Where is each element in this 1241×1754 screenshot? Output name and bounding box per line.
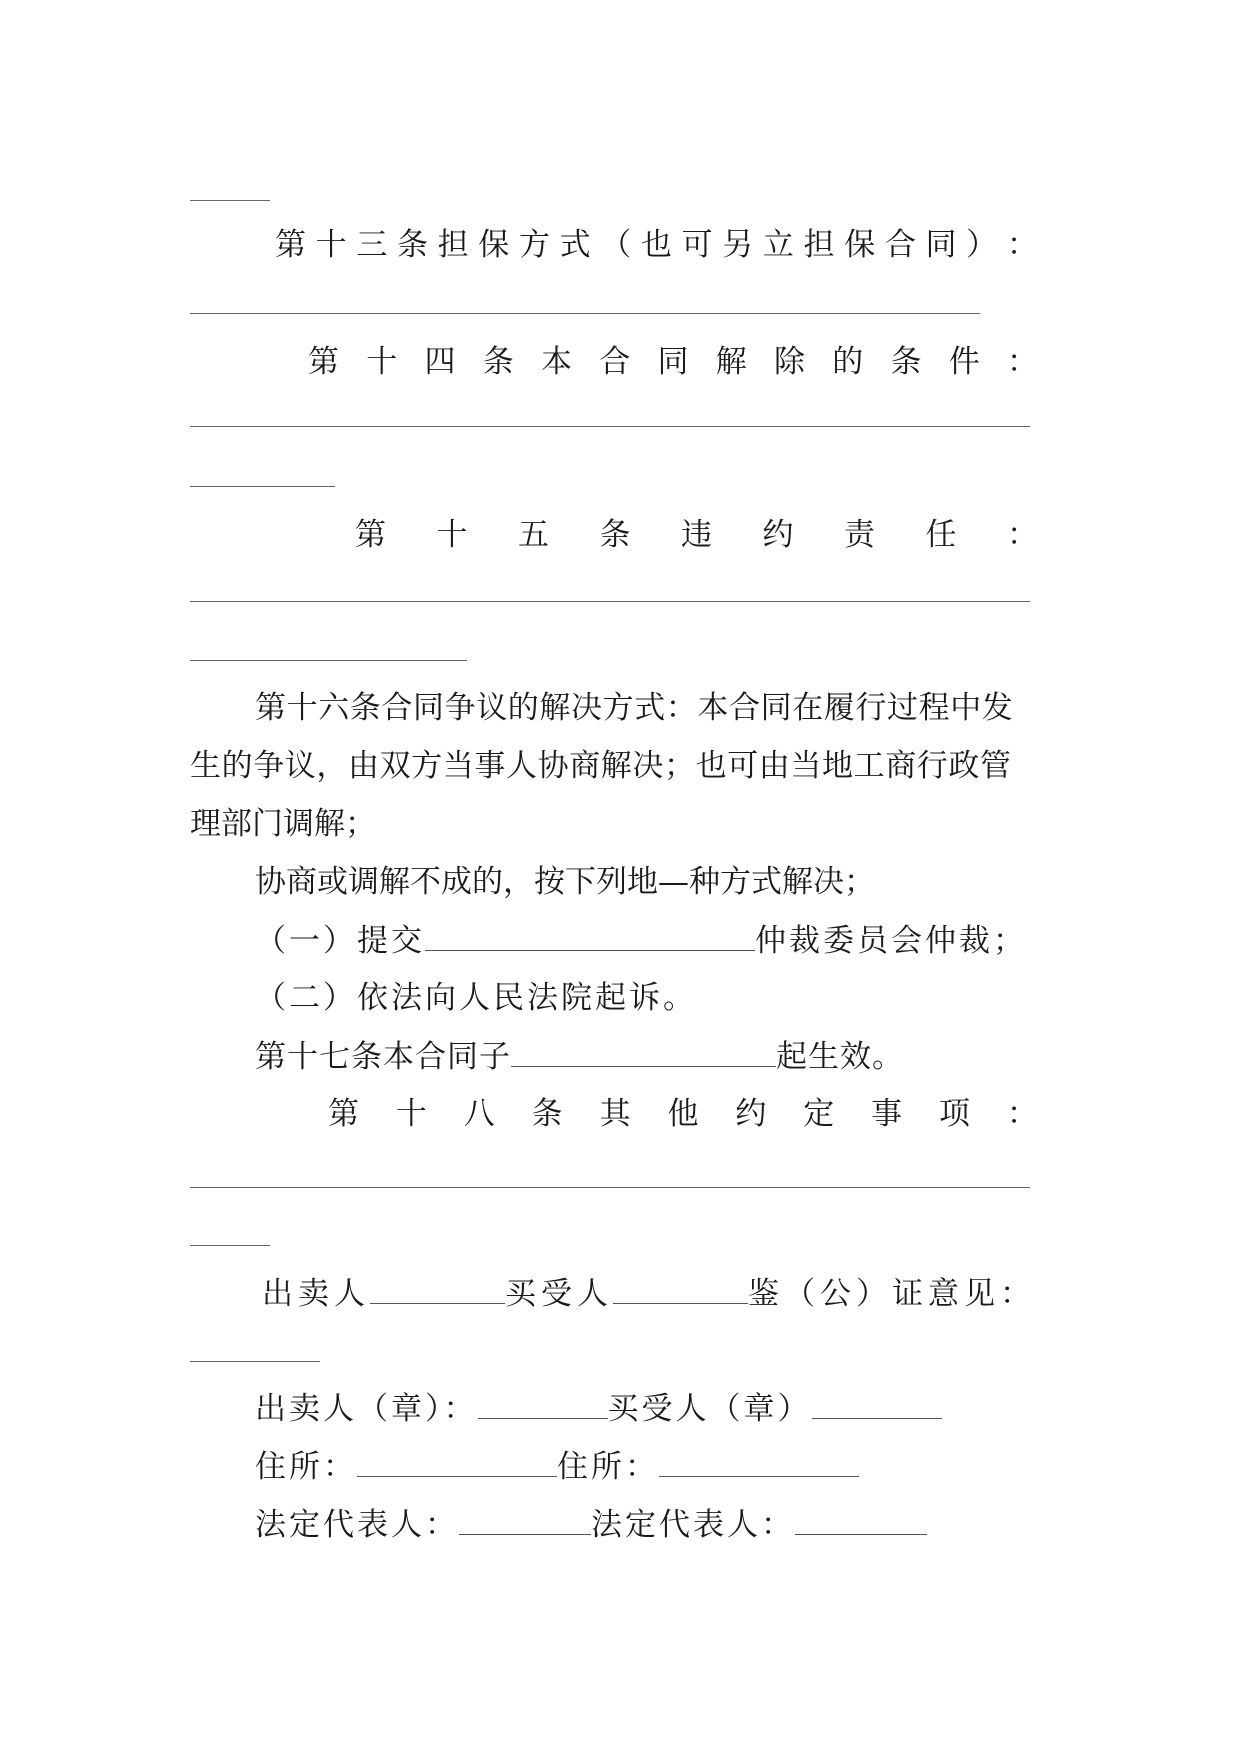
article-16-line: 理部门调解； (190, 806, 376, 842)
heading-char: 同 (657, 344, 689, 380)
blank-line (190, 486, 335, 487)
option-1 (255, 920, 1027, 961)
heading-char: 的 (832, 344, 864, 380)
article-15-heading (355, 515, 1038, 555)
heading-char: 十 (366, 344, 398, 380)
heading-char: 第 (355, 517, 386, 553)
heading-char: 保 (478, 227, 510, 263)
article-17 (255, 1036, 904, 1077)
heading-char: 五 (518, 517, 549, 553)
heading-char: ） (966, 227, 998, 263)
heading-char: ： (1006, 1096, 1038, 1132)
heading-char: 条 (599, 517, 631, 553)
heading-char: 立 (762, 227, 794, 263)
heading-char: 任 (925, 517, 957, 553)
buyer-label: 买受人 (505, 1276, 613, 1312)
heading-char: 除 (774, 344, 805, 380)
blank-line (190, 1187, 1030, 1188)
heading-char: 可 (681, 227, 713, 263)
heading-char: 他 (667, 1096, 699, 1132)
heading-char: 约 (762, 517, 794, 553)
heading-char: 保 (844, 227, 876, 263)
heading-char: 方 (518, 227, 550, 263)
buyer-rep-label: 法定代表人： (591, 1507, 795, 1543)
heading-char: 另 (722, 227, 754, 263)
heading-char: 担 (437, 227, 469, 263)
heading-char: 违 (681, 517, 712, 553)
blank-line (190, 426, 1030, 427)
notary-opinion-label: 鉴（公）证意见： (748, 1276, 1036, 1312)
seller-label: 出卖人 (262, 1276, 370, 1312)
heading-char: ： (1007, 344, 1038, 380)
buyer-seal-field[interactable] (812, 1388, 942, 1419)
buyer-field[interactable] (613, 1273, 748, 1304)
heading-char: 定 (803, 1096, 835, 1132)
signature-line (262, 1273, 1036, 1314)
article-16-line: 生的争议，由双方当事人协商解决；也可由当地工商行政管 (190, 748, 1012, 784)
blank-line (190, 601, 1030, 602)
buyer-address-label: 住所： (557, 1449, 659, 1485)
seller-field[interactable] (370, 1273, 505, 1304)
heading-char: ： (1007, 517, 1038, 553)
heading-char: 条 (531, 1096, 563, 1132)
article-18-heading (328, 1094, 1038, 1134)
article-14-heading (308, 342, 1038, 382)
heading-char: 三 (356, 227, 388, 263)
heading-char: 合 (599, 344, 631, 380)
article-17-prefix: 第十七条本合同子 (255, 1039, 511, 1075)
article-17-suffix: 起生效。 (776, 1039, 904, 1075)
blank-line (190, 200, 270, 201)
heading-char: 解 (715, 344, 747, 380)
arbitration-commission-field[interactable] (425, 920, 755, 951)
heading-char: 八 (463, 1096, 495, 1132)
representative-line (255, 1504, 927, 1545)
buyer-address-field[interactable] (659, 1446, 859, 1477)
option-1-suffix: 仲裁委员会仲裁； (755, 923, 1027, 959)
heading-char: 条 (396, 227, 428, 263)
heading-char: 第 (308, 344, 339, 380)
seller-seal-label: 出卖人（章）： (255, 1391, 478, 1427)
blank-line (190, 313, 980, 314)
article-13-heading (275, 225, 1038, 265)
heading-char: 件 (948, 344, 980, 380)
heading-char: （ (600, 227, 632, 263)
seller-address-field[interactable] (357, 1446, 557, 1477)
heading-char: 责 (844, 517, 875, 553)
blank-line (190, 660, 467, 661)
buyer-seal-label: 买受人（章） (607, 1391, 812, 1427)
heading-char: 担 (803, 227, 835, 263)
seal-line (255, 1388, 942, 1429)
effective-date-field[interactable] (511, 1036, 776, 1067)
blank-line (190, 1245, 270, 1246)
option-2: （二）依法向人民法院起诉。 (255, 980, 697, 1016)
seller-seal-field[interactable] (478, 1388, 608, 1419)
heading-char: 同 (925, 227, 957, 263)
heading-char: 本 (541, 344, 572, 380)
heading-char: 也 (640, 227, 672, 263)
heading-char: 其 (599, 1096, 631, 1132)
heading-char: 四 (424, 344, 456, 380)
blank-line (190, 1361, 320, 1362)
buyer-rep-field[interactable] (795, 1504, 927, 1535)
heading-char: 项 (939, 1096, 971, 1132)
heading-char: 合 (884, 227, 916, 263)
heading-char: 十 (436, 517, 468, 553)
heading-char: 第 (275, 227, 306, 263)
heading-char: 十 (395, 1096, 427, 1132)
seller-rep-label: 法定代表人： (255, 1507, 459, 1543)
heading-char: 式 (559, 227, 591, 263)
seller-address-label: 住所： (255, 1449, 357, 1485)
heading-char: 十 (315, 227, 347, 263)
heading-char: ： (1006, 227, 1038, 263)
option-1-prefix: （一）提交 (255, 923, 425, 959)
heading-char: 第 (328, 1096, 359, 1132)
seller-rep-field[interactable] (459, 1504, 591, 1535)
heading-char: 事 (871, 1096, 903, 1132)
heading-char: 约 (735, 1096, 767, 1132)
article-16-line: 协商或调解不成的，按下列地—种方式解决； (255, 864, 875, 900)
heading-char: 条 (482, 344, 514, 380)
heading-char: 条 (890, 344, 922, 380)
article-16-line: 第十六条合同争议的解决方式：本合同在履行过程中发 (255, 690, 1014, 726)
address-line (255, 1446, 859, 1487)
